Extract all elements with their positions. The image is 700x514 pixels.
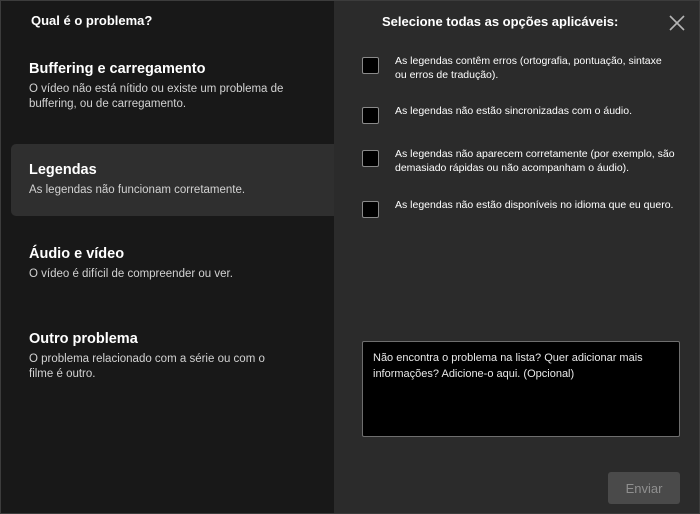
category-other[interactable] bbox=[11, 331, 334, 391]
options-panel bbox=[334, 1, 699, 513]
option-label[interactable]: As legendas não estão disponíveis no idioma que eu quero. bbox=[395, 199, 674, 211]
category-title: Outro problema bbox=[29, 331, 138, 347]
category-description: O problema relacionado com a série ou com o filme é outro. bbox=[29, 353, 265, 380]
close-icon[interactable] bbox=[667, 13, 687, 33]
options-title: Selecione todas as opções aplicáveis: bbox=[382, 14, 619, 29]
checkbox[interactable] bbox=[362, 201, 379, 218]
option-label[interactable]: As legendas não estão sincronizadas com o áudio. bbox=[395, 105, 632, 117]
panel-title: Qual é o problema? bbox=[31, 13, 153, 28]
category-description: O vídeo não está nítido ou existe um problema de buffering, ou de carregamento. bbox=[29, 83, 284, 110]
comment-field[interactable]: Não encontra o problema na lista? Quer adicionar mais informações? Adicione-o aqui. (Opcional) bbox=[362, 341, 680, 437]
category-description: As legendas não funcionam corretamente. bbox=[29, 184, 246, 196]
checkbox[interactable] bbox=[362, 107, 379, 124]
option-label[interactable]: As legendas contêm erros (ortografia, pontuação, sintaxe ou erros de tradução). bbox=[395, 55, 662, 81]
category-buffering[interactable] bbox=[11, 61, 334, 121]
option-label[interactable]: As legendas não aparecem corretamente (por exemplo, são demasiado rápidas ou não acompanham o áudio). bbox=[395, 148, 675, 174]
submit-button[interactable]: Enviar bbox=[608, 472, 680, 504]
category-description: O vídeo é difícil de compreender ou ver. bbox=[29, 268, 233, 280]
category-title: Áudio e vídeo bbox=[29, 246, 125, 262]
problem-category-panel bbox=[1, 1, 334, 513]
category-audio-video[interactable] bbox=[11, 246, 334, 306]
category-subtitles[interactable] bbox=[11, 144, 334, 216]
checkbox[interactable] bbox=[362, 150, 379, 167]
checkbox[interactable] bbox=[362, 57, 379, 74]
category-title: Legendas bbox=[29, 162, 97, 178]
category-title: Buffering e carregamento bbox=[29, 61, 206, 77]
